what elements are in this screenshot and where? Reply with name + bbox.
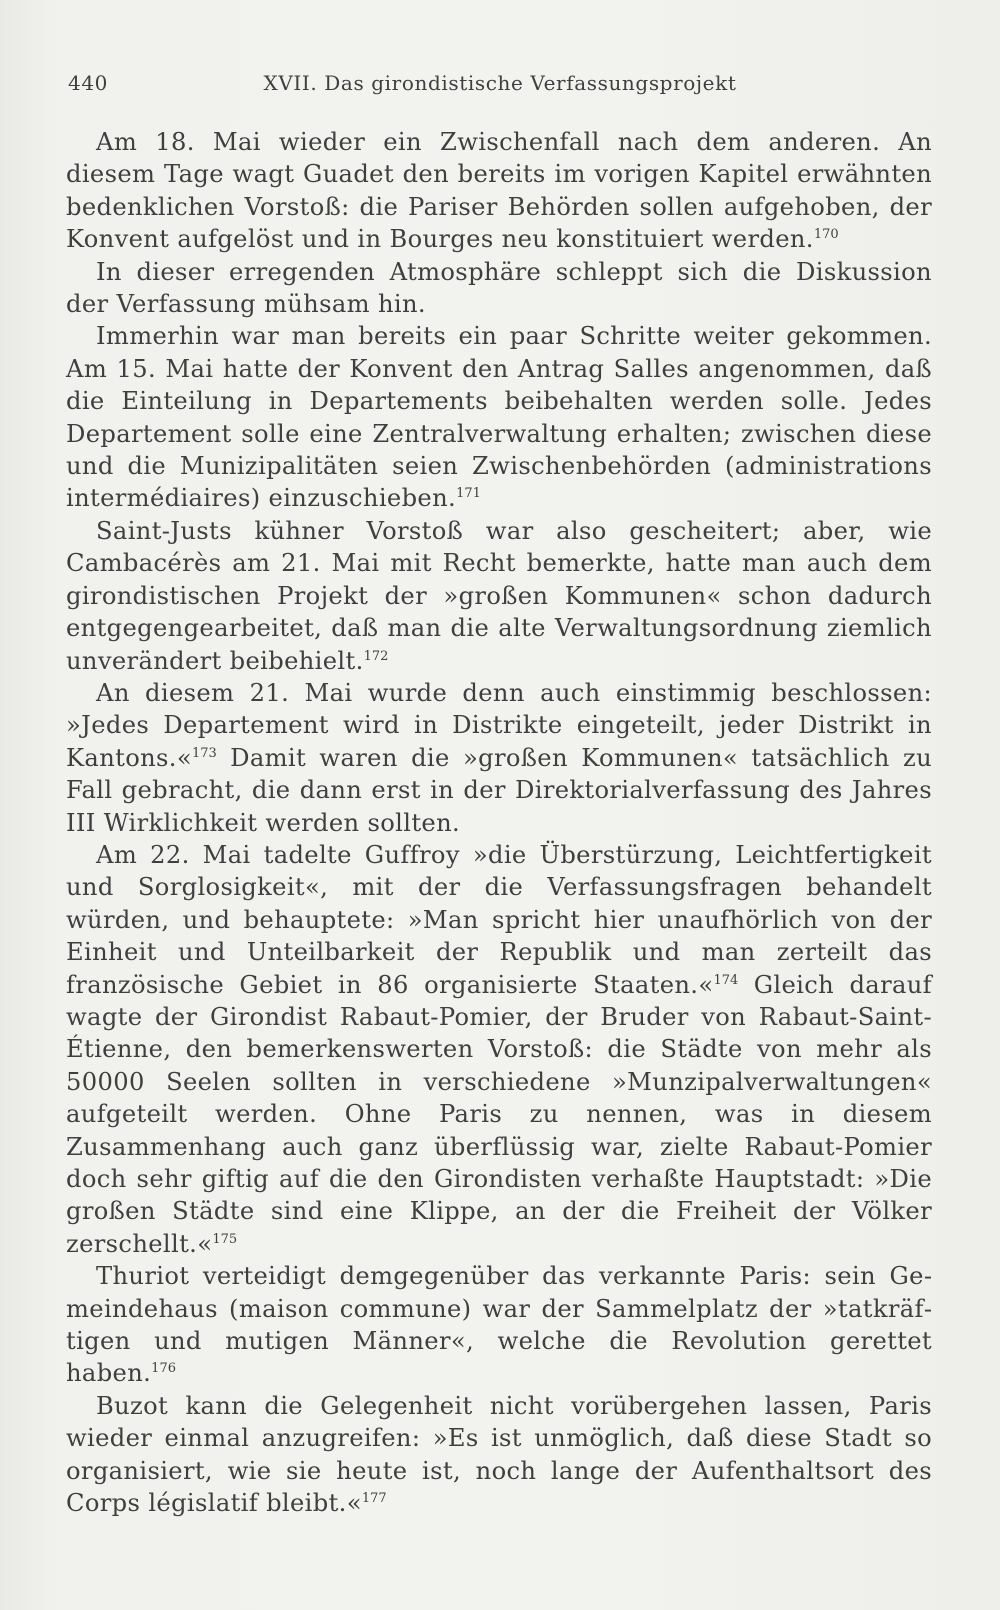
paragraph bbox=[66, 256, 932, 321]
footnote-ref: 173 bbox=[191, 745, 217, 761]
paragraph-text: Thuriot verteidigt demgegenüber das verkannte Paris: sein Gemeindehaus (maison commune) war der Sammelplatz der »tatkräftigen und mutigen Männer«, welche die Revolution gerettet haben. bbox=[66, 1262, 932, 1388]
paragraph-text: An diesem 21. Mai wurde denn auch einstimmig beschlossen: »Jedes Departement wird in Distrikte eingeteilt, jeder Distrikt in Kantons.« bbox=[66, 678, 932, 772]
footnote-ref: 174 bbox=[713, 972, 739, 988]
footnote-ref: 175 bbox=[212, 1231, 238, 1247]
footnote-ref: 172 bbox=[363, 648, 389, 664]
page-header bbox=[68, 71, 932, 101]
paragraph bbox=[66, 677, 932, 839]
footnote-ref: 177 bbox=[361, 1491, 387, 1507]
footnote-ref: 176 bbox=[151, 1361, 176, 1377]
paragraph-text-continued: Damit waren die »großen Kommunen« tatsächlich zu Fall gebracht, die dann erst in der Direktorialverfassung des Jahres III Wirklichkeit werden sollten. bbox=[66, 743, 932, 837]
paragraph-text: Am 22. Mai tadelte Guffroy »die Überstürzung, Leichtfertigkeit und Sorglosigkeit«, mit der die Verfassungsfragen behandelt würden, und behauptete: »Man spricht hier unaufhörlich von der Einheit und Unteilbarkeit der Republik und man zerteilt das französische Gebiet in 86 organisierte Staaten.« bbox=[66, 840, 932, 999]
footnote-ref: 170 bbox=[813, 227, 839, 243]
paragraph bbox=[66, 839, 932, 1260]
paragraph-text: Am 18. Mai wieder ein Zwischenfall nach dem anderen. An diesem Tage wagt Guadet den bereits im vorigen Kapitel erwähnten bedenklichen Vorstoß: die Pariser Behörden sollen aufgehoben, der Konvent aufgelöst und in Bourges neu konstituiert werden. bbox=[66, 128, 932, 254]
paragraph bbox=[66, 1390, 932, 1520]
paragraph-text: Buzot kann die Gelegenheit nicht vorübergehen lassen, Paris wieder einmal anzugreifen: »Es ist unmöglich, daß diese Stadt so organisiert, wie sie heute ist, noch lange der Aufenthaltsort des Corps législatif bleibt.« bbox=[66, 1391, 932, 1518]
footnote-ref: 171 bbox=[456, 486, 481, 502]
page-body bbox=[66, 126, 932, 1519]
paragraph-text: Saint-Justs kühner Vorstoß war also gescheitert; aber, wie Cambacérès am 21. Mai mit Recht bemerkte, hatte man auch dem girondistischen Projekt der »großen Kommunen« schon dadurch entgegengearbeitet, daß man die alte Verwaltungsordnung ziemlich unverändert beibehielt. bbox=[66, 516, 932, 675]
paragraph bbox=[66, 1260, 932, 1390]
paragraph-text: In dieser erregenden Atmosphäre schleppt sich die Diskussion der Verfassung mühsam hin. bbox=[66, 257, 932, 319]
paragraph-text-continued: Gleich darauf wagte der Girondist Rabaut-Pomier, der Bruder von Rabaut-Saint-Étienne, den bemerkenswerten Vorstoß: die Städte von mehr als 50000 Seelen sollten in verschiedene »Munzipalverwaltungen« aufgeteilt werden. Ohne Paris zu nennen, was in diesem Zusammenhang auch ganz überflüssig war, zielte Rabaut-Pomier doch sehr giftig auf die den Girondisten verhaßte Hauptstadt: »Die großen Städte sind eine Klippe, an der die Freiheit der Völker zerschellt.« bbox=[66, 970, 932, 1258]
paragraph-text: Immerhin war man bereits ein paar Schritte weiter gekommen. Am 15. Mai hatte der Konvent den Antrag Salles angenommen, daß die Einteilung in Departements beibehalten werden solle. Jedes Departement solle eine Zentralverwaltung erhalten; zwischen diese und die Munizipalitäten seien Zwischenbehörden (administrations intermédiaires) einzuschieben. bbox=[66, 322, 932, 513]
paragraph bbox=[66, 515, 932, 677]
paragraph bbox=[66, 126, 932, 256]
running-head: XVII. Das girondistische Verfassungsprojekt bbox=[263, 71, 737, 95]
paragraph bbox=[66, 320, 932, 514]
page-number: 440 bbox=[68, 71, 108, 95]
